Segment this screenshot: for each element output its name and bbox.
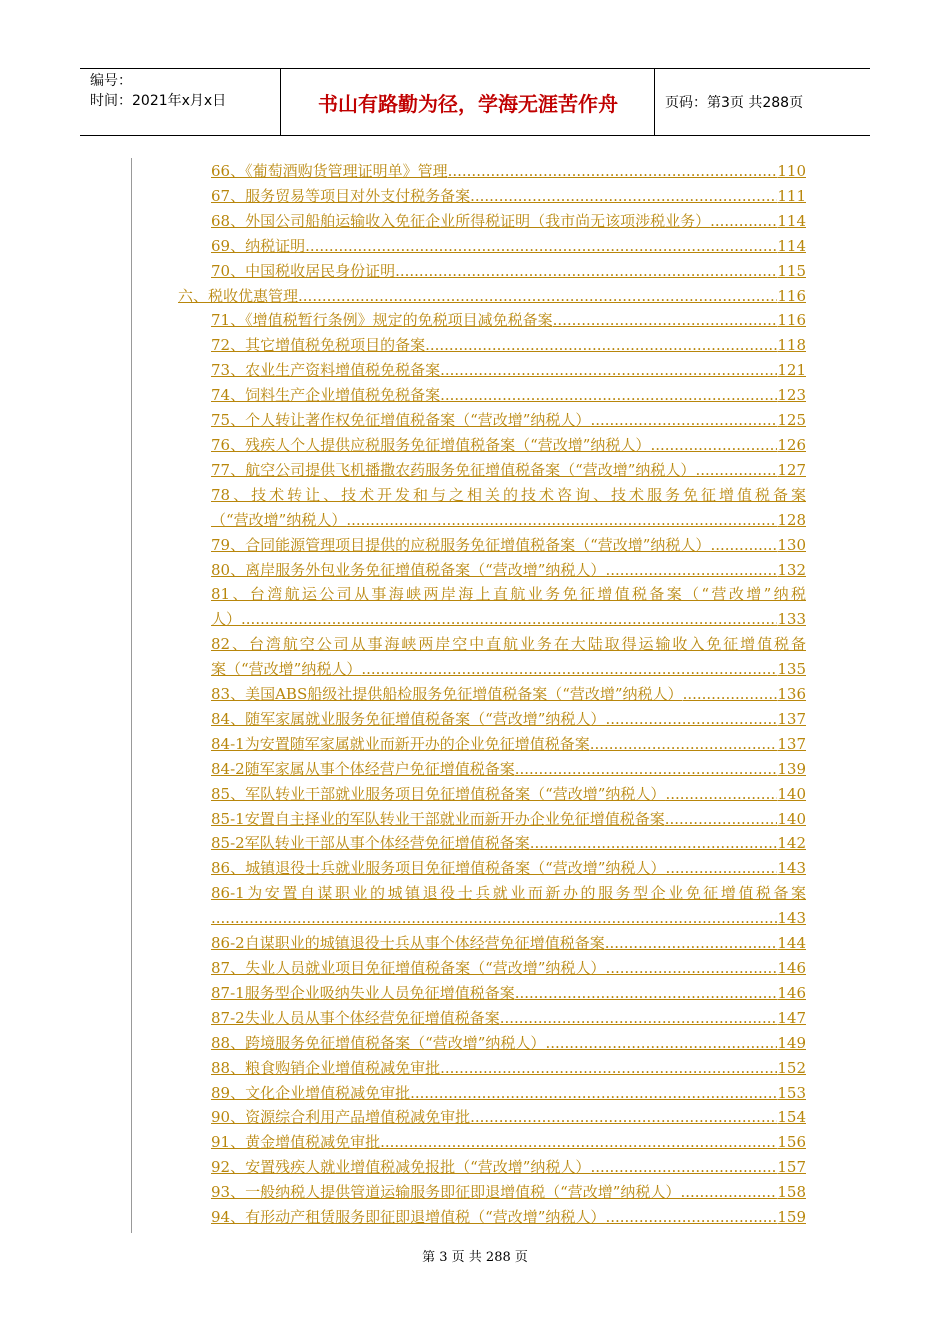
toc-leader-dots [605, 558, 777, 583]
toc-leader-dots [515, 981, 778, 1006]
toc-entry-title: 76、残疾人个人提供应税服务免征增值税备案（“营改增”纳税人） [211, 435, 651, 454]
toc-leader-dots [440, 383, 777, 408]
toc-entry[interactable] [211, 308, 806, 333]
toc-entry-page: 126 [777, 435, 806, 454]
toc-entry[interactable] [211, 1031, 806, 1056]
toc-entry-title: 案（“营改增”纳税人） [211, 660, 362, 679]
toc-entry-page: 146 [777, 959, 806, 977]
toc-leader-dots [590, 408, 777, 433]
table-of-contents [0, 159, 950, 1230]
toc-leader-dots [665, 807, 778, 832]
toc-entry-page: 137 [777, 734, 806, 753]
toc-leader-dots [380, 1130, 777, 1155]
toc-entry-title: 77、航空公司提供飞机播撒农药服务免征增值税备案（“营改增”纳税人） [211, 460, 696, 479]
toc-entry[interactable] [211, 433, 806, 458]
page-footer: 第 3 页 共 288 页 [422, 1250, 528, 1265]
toc-entry-title-line: 82、台湾航空公司从事海峡两岸空中直航业务在大陆取得运输收入免征增值税备 [211, 635, 806, 654]
toc-entry[interactable] [211, 358, 806, 383]
toc-leader-dots [211, 906, 777, 931]
toc-entry[interactable] [211, 209, 806, 234]
toc-entry-title: 89、文化企业增值税减免审批 [211, 1083, 411, 1102]
toc-entry-page: 139 [777, 759, 806, 778]
toc-entry-page: 116 [777, 311, 806, 330]
toc-entry-title: 83、美国ABS船级社提供船检服务免征增值税备案（“营改增”纳税人） [211, 685, 683, 704]
toc-leader-dots [605, 1205, 777, 1230]
toc-entry-title: 69、纳税证明 [211, 236, 306, 255]
toc-entry-page: 157 [777, 1158, 806, 1177]
toc-leader-dots [665, 782, 777, 807]
toc-entry[interactable] [211, 259, 806, 284]
toc-entry-page: 154 [777, 1108, 806, 1127]
toc-entry[interactable] [211, 881, 806, 931]
toc-entry-title: （“营改增”纳税人） [211, 510, 347, 529]
toc-entry-page: 127 [777, 460, 806, 479]
toc-entry-page: 130 [777, 535, 806, 554]
toc-leader-dots [410, 1081, 777, 1106]
toc-entry-title: 91、黄金增值税减免审批 [211, 1133, 381, 1152]
toc-entry[interactable] [211, 558, 806, 583]
toc-leader-dots [590, 1155, 777, 1180]
toc-entry-page: 142 [777, 834, 806, 853]
toc-entry-page: 118 [777, 336, 806, 355]
toc-leader-dots [425, 333, 777, 358]
toc-entry[interactable] [211, 707, 806, 732]
toc-entry-title: 86-2自谋职业的城镇退役士兵从事个体经营免征增值税备案 [211, 934, 605, 953]
toc-entry-page: 152 [777, 1058, 806, 1077]
toc-leader-dots [665, 856, 777, 881]
toc-entry-page: 133 [777, 610, 806, 629]
toc-leader-dots [361, 657, 777, 682]
toc-leader-dots [470, 184, 777, 209]
toc-entry-title: 66、《葡萄酒购货管理证明单》管理 [211, 162, 448, 180]
toc-leader-dots [530, 831, 778, 856]
page-header [80, 68, 870, 136]
toc-entry-page: 125 [777, 411, 806, 430]
toc-entry-page: 144 [777, 934, 806, 953]
toc-entry[interactable] [211, 159, 806, 184]
toc-entry[interactable] [211, 458, 806, 483]
toc-entry-page: 136 [777, 685, 806, 704]
toc-entry[interactable] [211, 184, 806, 209]
toc-entry[interactable] [211, 1006, 806, 1031]
toc-entry[interactable] [211, 1056, 806, 1081]
toc-entry-title: 六、税收优惠管理 [178, 286, 299, 305]
toc-entry[interactable] [211, 732, 806, 757]
toc-entry[interactable] [211, 483, 806, 533]
toc-leader-dots [680, 1180, 777, 1205]
toc-entry[interactable] [178, 284, 806, 309]
toc-entry[interactable] [211, 682, 806, 707]
toc-entry[interactable] [211, 856, 806, 881]
toc-entry-title: 68、外国公司船舶运输收入免征企业所得税证明（我市尚无该项涉税业务） [211, 211, 711, 230]
toc-entry-title: 84-1为安置随军家属就业而新开办的企业免征增值税备案 [211, 734, 590, 753]
toc-entry[interactable] [211, 632, 806, 682]
toc-entry[interactable] [211, 582, 806, 632]
toc-leader-dots [545, 1031, 777, 1056]
toc-entry-title: 88、粮食购销企业增值税减免审批 [211, 1058, 441, 1077]
toc-entry-title: 92、安置残疾人就业增值税减免报批（“营改增”纳税人） [211, 1158, 591, 1177]
toc-entry-page: 149 [777, 1033, 806, 1052]
header-page-info: 页码：第3页 共288页 [665, 95, 804, 111]
toc-entry-page: 140 [777, 784, 806, 803]
toc-leader-dots [650, 433, 777, 458]
toc-entry-page: 159 [777, 1208, 806, 1227]
toc-leader-dots [515, 757, 778, 782]
toc-entry[interactable] [211, 1130, 806, 1155]
toc-entry-title: 72、其它增值税免税项目的备案 [211, 336, 426, 355]
toc-entry-title: 93、一般纳税人提供管道运输服务即征即退增值税（“营改增”纳税人） [211, 1183, 681, 1202]
toc-entry-page: 128 [777, 510, 806, 529]
toc-entry-title: 88、跨境服务免征增值税备案（“营改增”纳税人） [211, 1033, 546, 1052]
toc-leader-dots [346, 508, 777, 533]
toc-entry-page: 158 [777, 1183, 806, 1202]
toc-entry[interactable] [211, 831, 806, 856]
toc-entry-title: 71、《增值税暂行条例》规定的免税项目减免税备案 [211, 311, 553, 330]
toc-leader-dots [695, 458, 777, 483]
toc-leader-dots [553, 308, 778, 333]
toc-entry-page: 143 [777, 859, 806, 878]
toc-entry-title: 90、资源综合利用产品增值税减免审批 [211, 1108, 471, 1127]
toc-leader-dots [683, 682, 778, 707]
toc-entry-page: 116 [777, 286, 806, 305]
document-time: 时间：2021年x月x日 [90, 93, 227, 109]
toc-leader-dots [395, 259, 777, 284]
toc-entry-title: 85-2军队转业干部从事个体经营免征增值税备案 [211, 834, 530, 853]
toc-entry-page: 140 [777, 809, 806, 828]
toc-entry[interactable] [211, 1105, 806, 1130]
toc-entry[interactable] [211, 408, 806, 433]
toc-entry-page: 153 [777, 1083, 806, 1102]
toc-leader-dots [500, 1006, 778, 1031]
toc-leader-dots [605, 931, 778, 956]
toc-entry-title: 75、个人转让著作权免征增值税备案（“营改增”纳税人） [211, 411, 591, 430]
toc-leader-dots [440, 1056, 777, 1081]
toc-entry-page: 137 [777, 709, 806, 728]
toc-entry-page: 156 [777, 1133, 806, 1152]
toc-entry-page: 115 [777, 261, 806, 280]
toc-leader-dots [470, 1105, 777, 1130]
toc-entry-title: 73、农业生产资料增值税免税备案 [211, 361, 441, 380]
toc-entry[interactable] [211, 956, 806, 981]
document-number-label: 编号： [90, 73, 132, 89]
toc-entry-title: 87-1服务型企业吸纳失业人员免征增值税备案 [211, 983, 515, 1002]
toc-leader-dots [440, 358, 777, 383]
toc-entry[interactable] [211, 383, 806, 408]
toc-leader-dots [241, 607, 777, 632]
toc-entry-page: 135 [777, 660, 806, 679]
toc-entry-page: 114 [777, 236, 806, 255]
toc-leader-dots [305, 234, 777, 259]
toc-leader-dots [710, 533, 777, 558]
toc-entry[interactable] [211, 1205, 806, 1230]
toc-entry[interactable] [211, 782, 806, 807]
toc-leader-dots [590, 732, 778, 757]
toc-entry[interactable] [211, 807, 806, 832]
toc-entry[interactable] [211, 1155, 806, 1180]
toc-entry-title: 67、服务贸易等项目对外支付税务备案 [211, 186, 471, 205]
toc-entry-title: 87、失业人员就业项目免征增值税备案（“营改增”纳税人） [211, 959, 606, 977]
toc-entry[interactable] [211, 757, 806, 782]
toc-entry-title: 94、有形动产租赁服务即征即退增值税（“营改增”纳税人） [211, 1208, 606, 1227]
toc-entry-title: 86、城镇退役士兵就业服务项目免征增值税备案（“营改增”纳税人） [211, 859, 666, 878]
toc-entry[interactable] [211, 1081, 806, 1106]
toc-entry[interactable] [211, 533, 806, 558]
toc-entry-title: 74、饲料生产企业增值税免税备案 [211, 386, 441, 405]
toc-entry-title: 84-2随军家属从事个体经营户免征增值税备案 [211, 759, 515, 778]
toc-entry-title: 79、合同能源管理项目提供的应税服务免征增值税备案（“营改增”纳税人） [211, 535, 711, 554]
toc-entry-title: 84、随军家属就业服务免征增值税备案（“营改增”纳税人） [211, 709, 606, 728]
toc-entry-title-line: 81、台湾航运公司从事海峡两岸海上直航业务免征增值税备案（“营改增”纳税 [211, 585, 806, 604]
toc-entry[interactable] [211, 234, 806, 259]
toc-entry-page: 123 [777, 386, 806, 405]
toc-entry-page: 143 [777, 909, 806, 928]
toc-entry-page: 121 [777, 361, 806, 380]
toc-entry-page: 146 [777, 983, 806, 1002]
toc-leader-dots [605, 956, 777, 981]
toc-leader-dots [605, 707, 777, 732]
toc-entry-title-line: 78、技术转让、技术开发和与之相关的技术咨询、技术服务免征增值税备案 [211, 485, 806, 504]
toc-entry-title: 人） [211, 610, 242, 629]
toc-entry-page: 132 [777, 560, 806, 579]
toc-entry-title: 70、中国税收居民身份证明 [211, 261, 396, 280]
toc-entry[interactable] [211, 931, 806, 956]
toc-entry-title: 85-1安置自主择业的军队转业干部就业而新开办企业免征增值税备案 [211, 809, 665, 828]
toc-entry-page: 147 [777, 1008, 806, 1027]
toc-entry-page: 110 [777, 162, 806, 180]
toc-entry-page: 114 [777, 211, 806, 230]
toc-entry-page: 111 [777, 186, 806, 205]
toc-leader-dots [448, 159, 778, 184]
toc-leader-dots [710, 209, 777, 234]
toc-entry-title: 80、离岸服务外包业务免征增值税备案（“营改增”纳税人） [211, 560, 606, 579]
toc-entry-title: 85、军队转业干部就业服务项目免征增值税备案（“营改增”纳税人） [211, 784, 666, 803]
toc-entry[interactable] [211, 1180, 806, 1205]
toc-leader-dots [298, 284, 777, 309]
toc-entry-title: 87-2失业人员从事个体经营免征增值税备案 [211, 1008, 500, 1027]
toc-entry[interactable] [211, 981, 806, 1006]
toc-entry-title-line: 86-1为安置自谋职业的城镇退役士兵就业而新办的服务型企业免征增值税备案 [211, 884, 806, 903]
header-motto: 书山有路勤为径，学海无涯苦作舟 [282, 69, 655, 135]
header-meta [80, 69, 281, 135]
toc-entry[interactable] [211, 333, 806, 358]
